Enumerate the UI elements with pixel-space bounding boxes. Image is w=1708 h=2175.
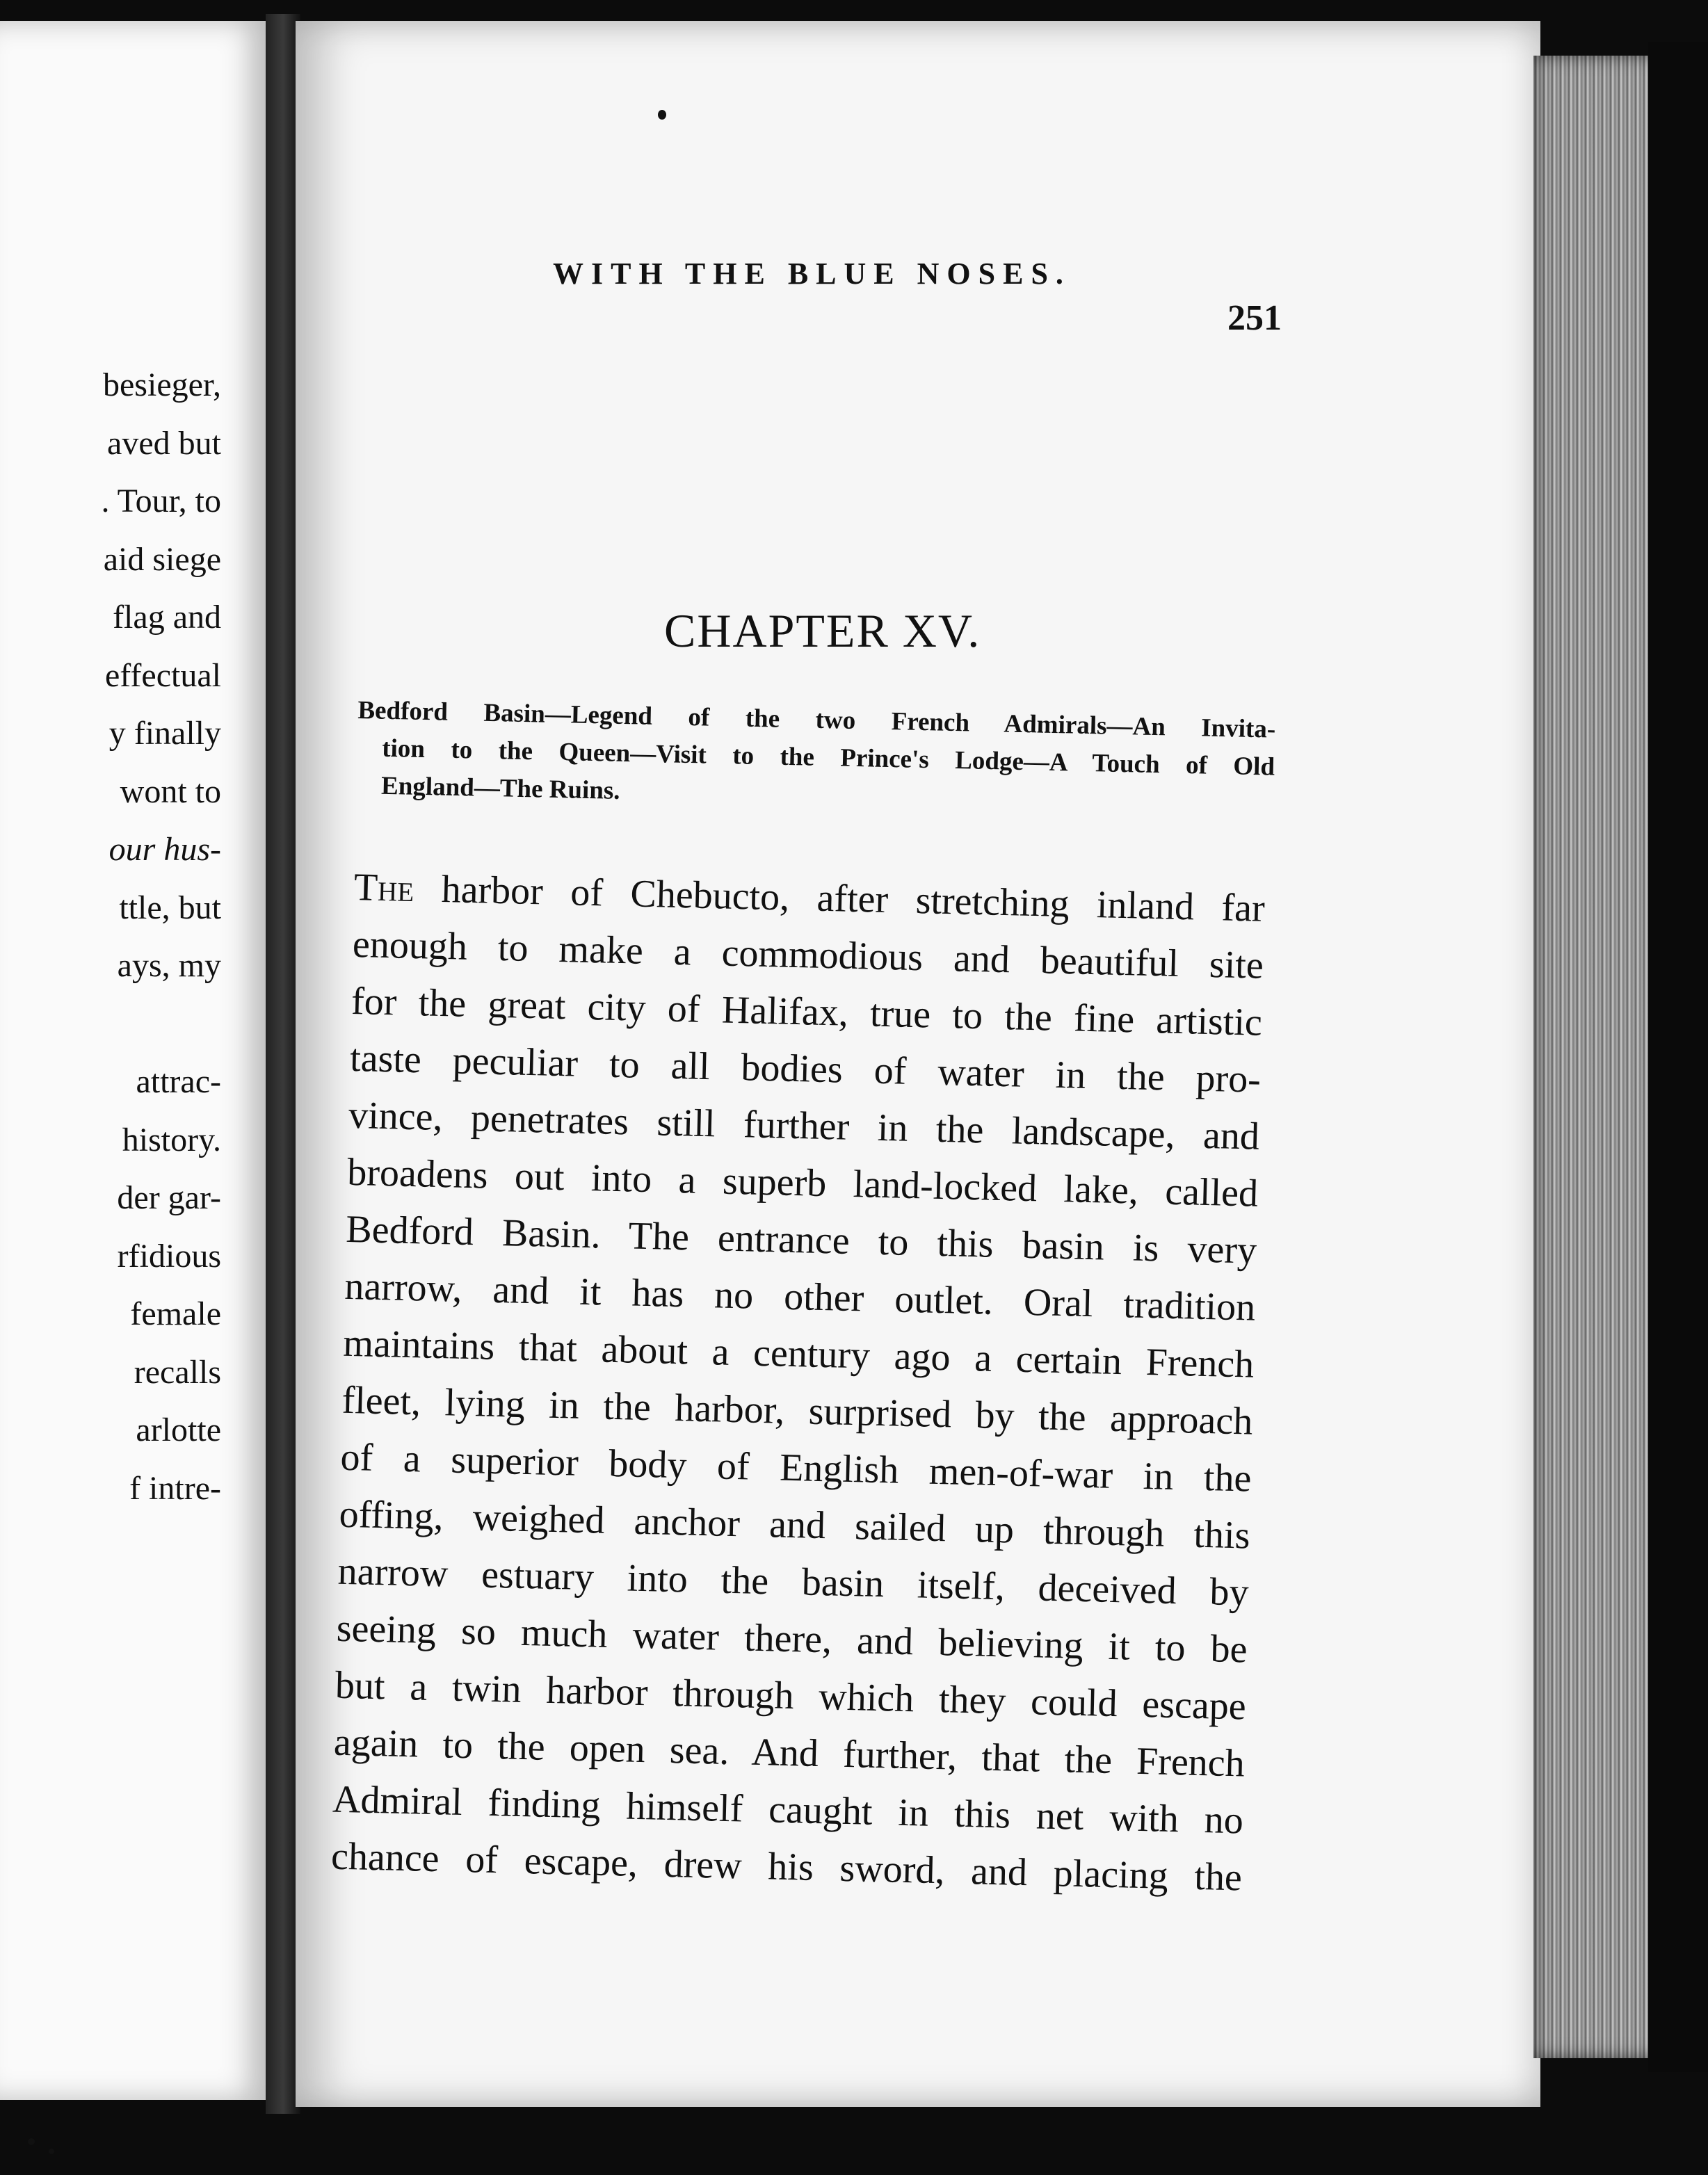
left-page-text bbox=[0, 356, 221, 1517]
first-line-text: harbor of Chebucto, after stretching inland far bbox=[413, 867, 1266, 930]
left-text-line: history. bbox=[122, 1121, 221, 1158]
left-text-line: female bbox=[130, 1295, 221, 1332]
body-line: broadens out into a superb land-locked lake, called bbox=[346, 1150, 1259, 1215]
body-line: vince, penetrates still further in the landscape, and bbox=[348, 1093, 1260, 1158]
body-line: again to the open sea. And further, that the French bbox=[333, 1720, 1246, 1786]
left-text-line: der gar- bbox=[117, 1179, 221, 1216]
left-text-line: ttle, but bbox=[119, 889, 221, 926]
body-line: narrow estuary into the basin itself, deceived by bbox=[337, 1549, 1250, 1615]
left-page bbox=[0, 21, 275, 2100]
left-text-line: aved but bbox=[107, 424, 221, 462]
running-head: WITH THE BLUE NOSES. bbox=[553, 257, 1071, 291]
body-line: Admiral finding himself caught in this net with no bbox=[332, 1777, 1244, 1843]
body-line: narrow, and it has no other outlet. Oral tradition bbox=[344, 1264, 1256, 1329]
body-line: maintains that about a century ago a certain French bbox=[342, 1321, 1255, 1386]
body-line: for the great city of Halifax, true to the fine artistic bbox=[351, 979, 1263, 1044]
scan-speck bbox=[28, 2138, 35, 2145]
scan-speck bbox=[658, 110, 666, 120]
chapter-summary bbox=[356, 692, 1276, 824]
body-line: enough to make a commodious and beautiful site bbox=[352, 922, 1264, 987]
body-text bbox=[330, 859, 1265, 1906]
left-text-line: besieger, bbox=[103, 366, 221, 403]
body-line: taste peculiar to all bodies of water in the pro- bbox=[349, 1036, 1262, 1101]
left-text-line: ays, my bbox=[117, 947, 221, 984]
body-line: of a superior body of English men-of-war in the bbox=[339, 1435, 1252, 1501]
drop-word: The bbox=[353, 865, 414, 911]
chapter-title: CHAPTER XV. bbox=[664, 604, 981, 657]
body-line: fleet, lying in the harbor, surprised by the approach bbox=[341, 1378, 1254, 1444]
summary-line: Bedford Basin—Legend of the two French Admirals—An Invita- bbox=[357, 695, 1276, 744]
body-line: seeing so much water there, and believing it to be bbox=[336, 1606, 1248, 1672]
left-text-line: attrac- bbox=[136, 1063, 221, 1100]
left-text-line: wont to bbox=[120, 773, 221, 810]
left-text-line: flag and bbox=[113, 599, 221, 636]
left-text-line bbox=[0, 995, 221, 1053]
left-text-line: . Tour, to bbox=[101, 483, 221, 519]
left-text-line: rfidious bbox=[117, 1237, 221, 1275]
scan-speck bbox=[49, 2149, 54, 2154]
left-text-line: aid siege bbox=[103, 540, 221, 578]
edge-shadow bbox=[1648, 42, 1708, 2072]
body-line: Bedford Basin. The entrance to this basin is very bbox=[345, 1207, 1257, 1272]
page-number: 251 bbox=[1227, 298, 1282, 338]
summary-line: England—The Ruins. bbox=[380, 771, 620, 805]
body-line: chance of escape, drew his sword, and placing the bbox=[330, 1834, 1243, 1900]
left-text-line: effectual bbox=[105, 656, 221, 694]
left-text-line: recalls bbox=[134, 1353, 221, 1391]
body-line: offing, weighed anchor and sailed up through this bbox=[339, 1492, 1251, 1558]
summary-line: tion to the Queen—Visit to the Prince's Lodge—A Touch of Old bbox=[381, 734, 1275, 782]
left-text-line: our hus- bbox=[108, 831, 221, 868]
left-text-line: y finally bbox=[108, 715, 221, 752]
left-text-line: arlotte bbox=[136, 1412, 221, 1448]
left-text-line: f intre- bbox=[129, 1469, 221, 1507]
body-line: but a twin harbor through which they could escape bbox=[335, 1663, 1247, 1729]
